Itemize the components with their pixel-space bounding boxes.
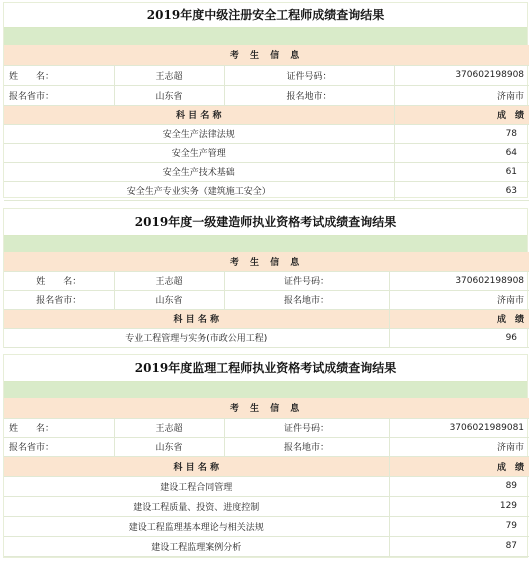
province-label: 报名省市： xyxy=(4,290,114,309)
name-label: 姓 名： xyxy=(4,418,114,437)
name-value: 王志超 xyxy=(114,65,224,85)
id-number-label: 证件号码： xyxy=(224,271,389,290)
card-title: 2019年度中级注册安全工程师成绩查询结果 xyxy=(4,3,527,28)
score-card-constructor xyxy=(3,208,528,348)
result-table xyxy=(4,252,529,348)
subject-score: 89 xyxy=(389,476,529,496)
province-value: 山东省 xyxy=(114,85,224,105)
result-table xyxy=(4,45,529,201)
card-title: 2019年度一级建造师执业资格考试成绩查询结果 xyxy=(4,209,527,236)
subject-name: 建设工程质量、投资、进度控制 xyxy=(4,496,389,516)
section-header-candidate-info: 考 生 信 息 xyxy=(4,45,529,65)
city-label: 报名地市： xyxy=(224,85,394,105)
city-value: 济南市 xyxy=(394,85,529,105)
name-label: 姓 名： xyxy=(4,65,114,85)
id-number-value: 3706021989081 xyxy=(389,418,529,437)
id-number-label: 证件号码： xyxy=(224,65,394,85)
section-header-candidate-info: 考 生 信 息 xyxy=(4,252,529,271)
subject-name-header: 科 目 名 称 xyxy=(4,105,394,124)
id-number-value: 370602198908 xyxy=(394,65,529,85)
subject-name: 建设工程合同管理 xyxy=(4,476,389,496)
subject-score: 78 xyxy=(394,124,529,143)
score-header: 成 绩 xyxy=(389,309,529,328)
title-band xyxy=(4,236,527,252)
subject-score: 87 xyxy=(389,536,529,556)
id-number-value: 370602198908 xyxy=(389,271,529,290)
subject-name-header: 科 目 名 称 xyxy=(4,456,389,476)
subject-score: 61 xyxy=(394,162,529,181)
subject-name: 建设工程监理基本理论与相关法规 xyxy=(4,516,389,536)
city-value: 济南市 xyxy=(389,437,529,456)
city-value: 济南市 xyxy=(389,290,529,309)
subject-score: 63 xyxy=(394,181,529,200)
score-header: 成 绩 xyxy=(389,456,529,476)
subject-name: 建设工程监理案例分析 xyxy=(4,536,389,556)
name-value: 王志超 xyxy=(114,418,224,437)
city-label: 报名地市： xyxy=(224,290,389,309)
score-card-safety-engineer xyxy=(3,2,528,198)
subject-name: 安全生产专业实务（建筑施工安全） xyxy=(4,181,394,200)
subject-score: 79 xyxy=(389,516,529,536)
name-value: 王志超 xyxy=(114,271,224,290)
title-band xyxy=(4,382,527,398)
province-label: 报名省市： xyxy=(4,85,114,105)
subject-score: 96 xyxy=(389,328,529,347)
score-header: 成 绩 xyxy=(394,105,529,124)
title-band xyxy=(4,28,527,45)
subject-score: 129 xyxy=(389,496,529,516)
subject-name: 专业工程管理与实务(市政公用工程) xyxy=(4,328,389,347)
province-value: 山东省 xyxy=(114,437,224,456)
province-label: 报名省市： xyxy=(4,437,114,456)
name-label: 姓 名： xyxy=(4,271,114,290)
result-table xyxy=(4,398,529,557)
card-title: 2019年度监理工程师执业资格考试成绩查询结果 xyxy=(4,355,527,382)
subject-name-header: 科 目 名 称 xyxy=(4,309,389,328)
city-label: 报名地市： xyxy=(224,437,389,456)
id-number-label: 证件号码： xyxy=(224,418,389,437)
province-value: 山东省 xyxy=(114,290,224,309)
subject-name: 安全生产技术基础 xyxy=(4,162,394,181)
section-header-candidate-info: 考 生 信 息 xyxy=(4,398,529,418)
subject-name: 安全生产法律法规 xyxy=(4,124,394,143)
score-card-supervision-engineer xyxy=(3,354,528,558)
subject-score: 64 xyxy=(394,143,529,162)
subject-name: 安全生产管理 xyxy=(4,143,394,162)
